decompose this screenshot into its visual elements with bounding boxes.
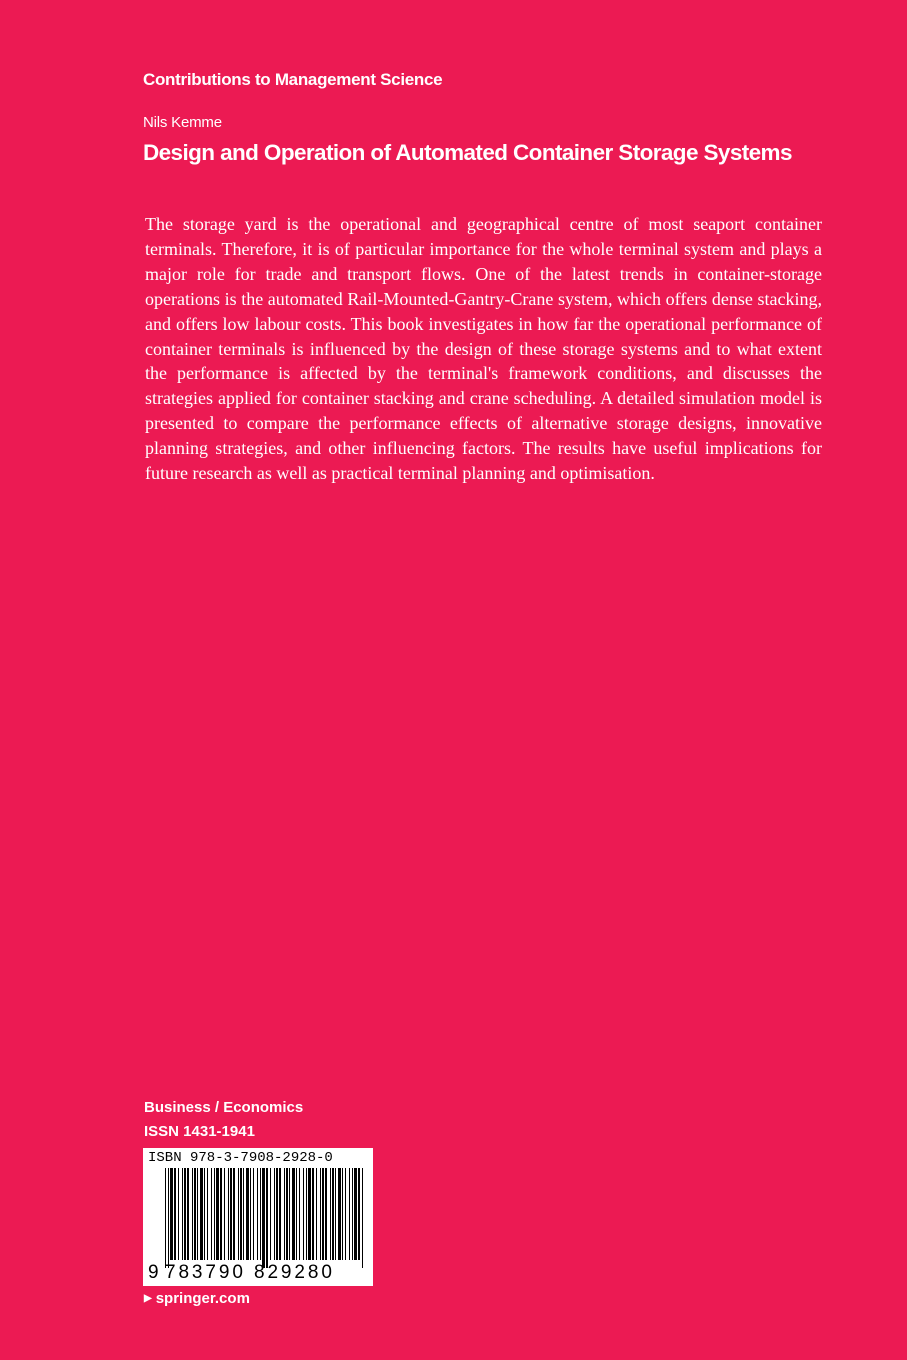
barcode-bar [358, 1168, 360, 1260]
barcode-bar [303, 1168, 304, 1260]
isbn-barcode [143, 1148, 373, 1286]
barcode-bar [194, 1168, 196, 1260]
barcode-bar [174, 1168, 176, 1260]
book-description: The storage yard is the operational and geographical centre of most seaport container terminals. Therefore, it is of particular importance for the whole terminal system and plays a major role for trade and transport flows. One of the latest trends in container-storage operations is the automated Rail-Mounted-Gantry-Crane system, which offers dense stacking, and offers low labour costs. This book investigates in how far the operational performance of container terminals is influenced by the design of these storage systems and to what extent the performance is affected by the terminal's framework conditions, and discusses the strategies applied for container stacking and crane scheduling. A detailed simulation model is presented to compare the performance effects of alternative storage designs, innovative planning strategies, and other influencing factors. The results have useful implications for future research as well as practical terminal planning and optimisation. [145, 214, 822, 484]
barcode-bar [276, 1168, 278, 1260]
publisher-website [144, 1290, 250, 1307]
barcode-bar [292, 1168, 295, 1260]
barcode-bar [207, 1168, 208, 1260]
barcode-bar [230, 1168, 232, 1260]
barcode-bar [170, 1168, 173, 1260]
barcode-bar [204, 1168, 205, 1260]
barcode-bar [200, 1168, 203, 1260]
barcode-bar [233, 1168, 235, 1260]
barcode-bar [308, 1168, 311, 1260]
barcode-bar [243, 1168, 244, 1260]
isbn-text: ISBN 978-3-7908-2928-0 [148, 1150, 333, 1166]
barcode-bar [182, 1168, 183, 1260]
barcode-bar [279, 1168, 281, 1260]
barcode-bar [345, 1168, 346, 1260]
barcode-bar [342, 1168, 343, 1260]
barcode-bar [211, 1168, 212, 1260]
barcode-bar [289, 1168, 290, 1260]
barcode-bar [322, 1168, 324, 1260]
barcode-bar [349, 1168, 350, 1260]
barcode-bar [316, 1168, 317, 1260]
barcode-bar [187, 1168, 189, 1260]
barcode-bar [330, 1168, 331, 1260]
barcode-bar [274, 1168, 275, 1260]
barcode-bar [168, 1168, 169, 1268]
barcode-bar [270, 1168, 271, 1260]
barcode-bar [240, 1168, 242, 1260]
barcode-bar [178, 1168, 179, 1260]
barcode-bar [362, 1168, 363, 1268]
barcode-bar [220, 1168, 222, 1260]
barcode-bar [257, 1168, 258, 1260]
arrow-right-icon: ▶ [144, 1292, 152, 1304]
barcode-bar [216, 1168, 219, 1260]
barcode-bar [250, 1168, 251, 1260]
author-name: Nils Kemme [143, 114, 222, 131]
barcode-bar [184, 1168, 186, 1260]
book-title: Design and Operation of Automated Container Storage Systems [143, 140, 792, 165]
barcode-bar [266, 1168, 268, 1268]
barcode-bar [286, 1168, 288, 1260]
barcode-bar [165, 1168, 166, 1268]
barcode-bar [228, 1168, 229, 1260]
barcode-bar [262, 1168, 265, 1268]
barcode-bar [320, 1168, 321, 1260]
barcode-bar [296, 1168, 297, 1260]
barcode-bar [335, 1168, 336, 1260]
ean-leading-digit: 9 [148, 1262, 159, 1283]
barcode-bar [197, 1168, 198, 1260]
barcode-bar [312, 1168, 314, 1260]
barcode-bar [352, 1168, 353, 1260]
barcode-bar [214, 1168, 215, 1260]
barcode-bar [192, 1168, 193, 1260]
barcode-bar [338, 1168, 341, 1260]
barcode-bar [299, 1168, 300, 1260]
barcode-bar [354, 1168, 357, 1260]
series-title: Contributions to Management Science [143, 70, 443, 89]
barcode-bar [246, 1168, 249, 1260]
barcode-bar [325, 1168, 327, 1260]
barcode-bar [284, 1168, 285, 1260]
subject-category: Business / Economics [144, 1099, 304, 1116]
barcode-bar [238, 1168, 239, 1260]
issn-number: ISSN 1431-1941 [144, 1123, 255, 1140]
ean-digits: 783790 829280 [165, 1262, 335, 1283]
barcode-bar [253, 1168, 254, 1260]
website-label: springer.com [155, 1290, 250, 1307]
barcode-bar [306, 1168, 307, 1260]
barcode-bar [332, 1168, 334, 1260]
barcode-bar [224, 1168, 225, 1260]
barcode-bar [260, 1168, 261, 1260]
